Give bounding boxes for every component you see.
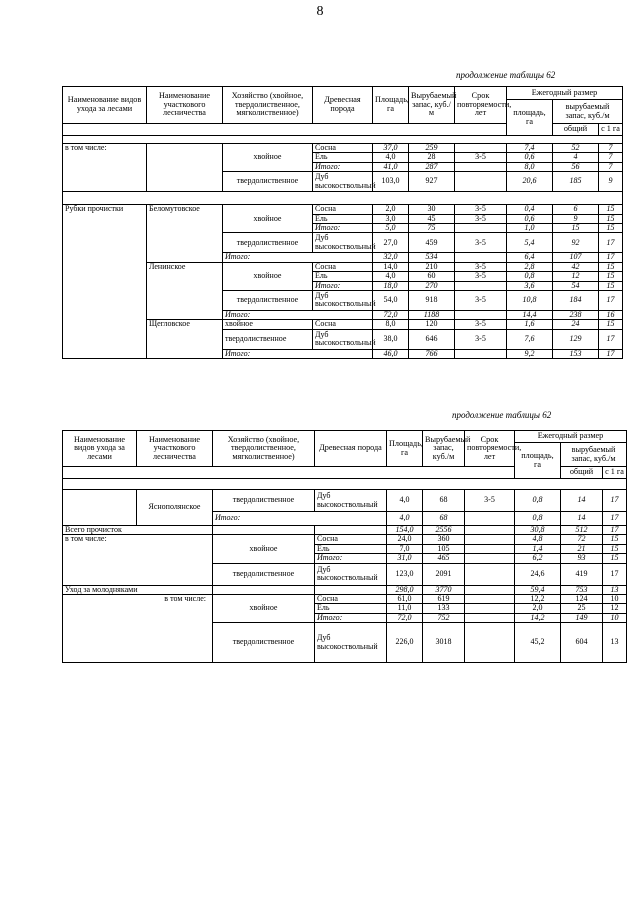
cell: 766 xyxy=(409,349,455,358)
cell: 752 xyxy=(423,613,465,622)
cell: 3-5 xyxy=(455,320,507,329)
cell: 0,8 xyxy=(515,490,561,512)
cell: 259 xyxy=(409,144,455,153)
header-annual: Ежегодный размер xyxy=(515,431,627,443)
cell: 9 xyxy=(599,172,623,192)
cell: 7 xyxy=(599,162,623,171)
cell: 7,0 xyxy=(387,544,423,553)
cell xyxy=(465,604,515,613)
header-forestry: Наименование участкового лесничества xyxy=(137,431,213,467)
cell: 107 xyxy=(553,253,599,262)
cell xyxy=(455,281,507,290)
cell: 7 xyxy=(599,144,623,153)
economy-cell: хвойное xyxy=(223,262,313,290)
cell: 0,4 xyxy=(507,205,553,214)
economy-cell: твердолиственное xyxy=(213,563,315,585)
cell: 1,6 xyxy=(507,320,553,329)
table-caption: продолжение таблицы 62 xyxy=(452,410,552,420)
cell: 8,0 xyxy=(373,320,409,329)
cell: 3-5 xyxy=(455,272,507,281)
cell: 93 xyxy=(561,554,603,563)
cell: 2,0 xyxy=(515,604,561,613)
cell xyxy=(455,349,507,358)
header-area: Площадь, га xyxy=(373,87,409,124)
header-annual-stock: вырубаемый запас, куб./м xyxy=(561,443,627,467)
species-cell: Ель xyxy=(313,214,373,223)
cell: 534 xyxy=(409,253,455,262)
subtotal-label: Итого: xyxy=(213,512,387,526)
cell: 24,6 xyxy=(515,563,561,585)
table-caption: продолжение таблицы 62 xyxy=(456,70,556,80)
cell: 9,2 xyxy=(507,349,553,358)
species-cell: Ель xyxy=(315,604,387,613)
cell: 210 xyxy=(409,262,455,271)
cell: 10 xyxy=(603,594,627,603)
cell: 17 xyxy=(603,512,627,526)
header-area: Площадь, га xyxy=(387,431,423,467)
species-cell: Итого: xyxy=(315,613,387,622)
forestry-cell: Щегловское xyxy=(147,320,223,359)
cell: 38,0 xyxy=(373,329,409,349)
cell: 6,4 xyxy=(507,253,553,262)
cell xyxy=(455,223,507,232)
cell xyxy=(465,554,515,563)
cell xyxy=(465,613,515,622)
species-cell: Ель xyxy=(313,272,373,281)
forestry-cell: Беломутовское xyxy=(147,205,223,263)
cell: 72,0 xyxy=(387,613,423,622)
species-cell: Итого: xyxy=(315,554,387,563)
economy-cell: твердолиственное xyxy=(223,233,313,253)
cell: 120 xyxy=(409,320,455,329)
species-cell: Сосна xyxy=(313,205,373,214)
cell: 753 xyxy=(561,585,603,594)
species-cell: Ель xyxy=(313,153,373,162)
cell: 0,8 xyxy=(507,272,553,281)
row-label: в том числе: xyxy=(63,594,213,662)
cell: 927 xyxy=(409,172,455,192)
cell: 11,0 xyxy=(387,604,423,613)
header-period: Срок повторяемости, лет xyxy=(465,431,515,467)
cell: 17 xyxy=(603,526,627,535)
cell: 24,0 xyxy=(387,535,423,544)
cell: 465 xyxy=(423,554,465,563)
cell xyxy=(465,526,515,535)
cell xyxy=(465,623,515,663)
cell: 459 xyxy=(409,233,455,253)
header-species: Древесная порода xyxy=(313,87,373,124)
header-species: Древесная порода xyxy=(315,431,387,467)
cell: 5,4 xyxy=(507,233,553,253)
species-cell: Дуб высокоствольный xyxy=(315,563,387,585)
cell: 21 xyxy=(561,544,603,553)
cell: 153 xyxy=(553,349,599,358)
cell: 68 xyxy=(423,512,465,526)
cell: 75 xyxy=(409,223,455,232)
cell: 3,0 xyxy=(373,214,409,223)
species-cell: Дуб высокоствольный xyxy=(315,490,387,512)
data-table-2 xyxy=(62,430,627,663)
header-economy: Хозяйство (хвойное, твердолиственное, мягколиственное) xyxy=(223,87,313,124)
cell: 18,0 xyxy=(373,281,409,290)
cell: 4,0 xyxy=(387,490,423,512)
cell: 13 xyxy=(603,585,627,594)
cell: 154,0 xyxy=(387,526,423,535)
cell: 15 xyxy=(599,281,623,290)
species-cell: Дуб высокоствольный xyxy=(313,329,373,349)
cell: 6 xyxy=(553,205,599,214)
cell: 20,6 xyxy=(507,172,553,192)
species-cell: Сосна xyxy=(315,594,387,603)
cell: 184 xyxy=(553,290,599,310)
species-cell: Итого: xyxy=(313,281,373,290)
cell: 72,0 xyxy=(373,310,409,319)
cell: 419 xyxy=(561,563,603,585)
cell: 30,8 xyxy=(515,526,561,535)
table-row xyxy=(63,144,623,153)
header-period: Срок повторяемости, лет xyxy=(455,87,507,124)
header-stock: Вырубаемый запас, куб./м xyxy=(423,431,465,467)
cell: 15 xyxy=(599,205,623,214)
cell: 15 xyxy=(603,554,627,563)
cell xyxy=(455,253,507,262)
species-cell: Сосна xyxy=(315,535,387,544)
cell: 54,0 xyxy=(373,290,409,310)
cell: 512 xyxy=(561,526,603,535)
row-label: Всего прочисток xyxy=(63,526,213,535)
data-table-1 xyxy=(62,86,623,359)
cell: 8,0 xyxy=(507,162,553,171)
table-row xyxy=(63,262,623,271)
cell: 15 xyxy=(599,223,623,232)
cell xyxy=(455,172,507,192)
cell: 1,0 xyxy=(507,223,553,232)
cell: 30 xyxy=(409,205,455,214)
cell: 15 xyxy=(603,535,627,544)
species-cell: Итого: xyxy=(313,223,373,232)
cell: 46,0 xyxy=(373,349,409,358)
header-annual: Ежегодный размер xyxy=(507,87,623,100)
cell: 17 xyxy=(603,563,627,585)
cell: 10,8 xyxy=(507,290,553,310)
header-per-ha: с 1 га xyxy=(603,467,627,479)
cell: 17 xyxy=(603,490,627,512)
cell xyxy=(455,162,507,171)
forestry-cell: Яснополянское xyxy=(137,490,213,526)
row-label: в том числе: xyxy=(63,144,147,192)
cell: 4,8 xyxy=(515,535,561,544)
cell: 56 xyxy=(553,162,599,171)
cell: 14,2 xyxy=(515,613,561,622)
cell: 185 xyxy=(553,172,599,192)
cell: 92 xyxy=(553,233,599,253)
cell: 3,6 xyxy=(507,281,553,290)
cell: 15 xyxy=(599,272,623,281)
species-cell: Дуб высокоствольный xyxy=(313,290,373,310)
cell: 7 xyxy=(599,153,623,162)
row-label: Уход за молодняками xyxy=(63,585,213,594)
cell: 72 xyxy=(561,535,603,544)
cell: 4,0 xyxy=(387,512,423,526)
cell: 270 xyxy=(409,281,455,290)
cell: 6,2 xyxy=(515,554,561,563)
cell: 17 xyxy=(599,290,623,310)
cell: 45,2 xyxy=(515,623,561,663)
cell: 124 xyxy=(561,594,603,603)
cell: 28 xyxy=(409,153,455,162)
cell: 24 xyxy=(553,320,599,329)
economy-cell: хвойное xyxy=(213,535,315,563)
species-cell: Дуб высокоствольный xyxy=(315,623,387,663)
cell: 15 xyxy=(599,320,623,329)
cell xyxy=(465,594,515,603)
cell: 918 xyxy=(409,290,455,310)
cell: 3-5 xyxy=(455,262,507,271)
species-cell: Сосна xyxy=(313,320,373,329)
cell: 42 xyxy=(553,262,599,271)
cell: 1,4 xyxy=(515,544,561,553)
cell: 61,0 xyxy=(387,594,423,603)
header-total: общий xyxy=(561,467,603,479)
cell: 3-5 xyxy=(465,490,515,512)
cell: 2556 xyxy=(423,526,465,535)
cell xyxy=(465,535,515,544)
page-number: 8 xyxy=(316,4,324,19)
table-row xyxy=(63,490,627,512)
species-cell: Сосна xyxy=(313,144,373,153)
economy-cell: твердолиственное xyxy=(223,329,313,349)
cell: 60 xyxy=(409,272,455,281)
row-label: в том числе: xyxy=(63,535,213,585)
table-row xyxy=(63,320,623,329)
cell: 14,0 xyxy=(373,262,409,271)
economy-cell: хвойное xyxy=(223,144,313,172)
cell: 17 xyxy=(599,253,623,262)
subtotal-label: Итого: xyxy=(223,310,373,319)
cell: 3018 xyxy=(423,623,465,663)
cell: 4,0 xyxy=(373,272,409,281)
cell: 133 xyxy=(423,604,465,613)
species-cell: Дуб высокоствольный xyxy=(313,172,373,192)
table-row xyxy=(63,535,627,544)
forestry-cell: Ленинское xyxy=(147,262,223,320)
cell: 16 xyxy=(599,310,623,319)
economy-cell: хвойное xyxy=(223,320,313,329)
cell: 3-5 xyxy=(455,153,507,162)
cell: 604 xyxy=(561,623,603,663)
subtotal-label: Итого: xyxy=(223,253,373,262)
header-annual-stock: вырубаемый запас, куб./м xyxy=(553,100,623,124)
cell: 25 xyxy=(561,604,603,613)
economy-cell: твердолиственное xyxy=(213,623,315,663)
cell: 123,0 xyxy=(387,563,423,585)
cell: 619 xyxy=(423,594,465,603)
cell: 2091 xyxy=(423,563,465,585)
cell: 14 xyxy=(561,490,603,512)
cell: 14 xyxy=(561,512,603,526)
cell: 68 xyxy=(423,490,465,512)
cell: 5,0 xyxy=(373,223,409,232)
table-row xyxy=(63,205,623,214)
header-total: общий xyxy=(553,124,599,136)
cell: 0,8 xyxy=(515,512,561,526)
economy-cell: хвойное xyxy=(223,205,313,233)
cell: 13 xyxy=(603,623,627,663)
cell: 646 xyxy=(409,329,455,349)
cell: 226,0 xyxy=(387,623,423,663)
cell xyxy=(465,585,515,594)
cell: 17 xyxy=(599,233,623,253)
header-annual-area: площадь, га xyxy=(507,100,553,136)
cell: 298,0 xyxy=(387,585,423,594)
economy-cell: твердолиственное xyxy=(213,490,315,512)
economy-cell: твердолиственное xyxy=(223,290,313,310)
cell: 103,0 xyxy=(373,172,409,192)
cell: 10 xyxy=(603,613,627,622)
species-cell: Дуб высокоствольный xyxy=(313,233,373,253)
cell: 15 xyxy=(603,544,627,553)
row-label: Рубки прочистки xyxy=(63,205,147,359)
cell xyxy=(465,563,515,585)
cell: 15 xyxy=(553,223,599,232)
cell: 3-5 xyxy=(455,290,507,310)
cell: 52 xyxy=(553,144,599,153)
cell: 0,6 xyxy=(507,214,553,223)
species-cell: Сосна xyxy=(313,262,373,271)
cell: 12 xyxy=(603,604,627,613)
cell: 360 xyxy=(423,535,465,544)
cell: 238 xyxy=(553,310,599,319)
cell: 15 xyxy=(599,214,623,223)
header-stock: Вырубаемый запас, куб./м xyxy=(409,87,455,124)
economy-cell: хвойное xyxy=(213,594,315,622)
cell: 0,6 xyxy=(507,153,553,162)
cell xyxy=(465,544,515,553)
cell: 41,0 xyxy=(373,162,409,171)
cell: 4,0 xyxy=(373,153,409,162)
cell: 3-5 xyxy=(455,214,507,223)
cell: 3770 xyxy=(423,585,465,594)
cell: 45 xyxy=(409,214,455,223)
cell: 7,6 xyxy=(507,329,553,349)
header-economy: Хозяйство (хвойное, твердолиственное, мягколиственное) xyxy=(213,431,315,467)
cell: 2,0 xyxy=(373,205,409,214)
economy-cell: твердолиственное xyxy=(223,172,313,192)
header-type: Наименование видов ухода за лесами xyxy=(63,431,137,467)
cell: 17 xyxy=(599,349,623,358)
header-annual-area: площадь, га xyxy=(515,443,561,479)
cell: 27,0 xyxy=(373,233,409,253)
subtotal-label: Итого: xyxy=(223,349,373,358)
cell: 2,8 xyxy=(507,262,553,271)
cell: 7,4 xyxy=(507,144,553,153)
cell: 1188 xyxy=(409,310,455,319)
cell: 3-5 xyxy=(455,329,507,349)
cell xyxy=(465,512,515,526)
cell: 14,4 xyxy=(507,310,553,319)
cell: 105 xyxy=(423,544,465,553)
cell: 4 xyxy=(553,153,599,162)
header-per-ha: с 1 га xyxy=(599,124,623,136)
cell: 31,0 xyxy=(387,554,423,563)
cell: 3-5 xyxy=(455,205,507,214)
cell: 129 xyxy=(553,329,599,349)
cell: 37,0 xyxy=(373,144,409,153)
cell: 9 xyxy=(553,214,599,223)
cell: 287 xyxy=(409,162,455,171)
cell: 12 xyxy=(553,272,599,281)
cell: 3-5 xyxy=(455,233,507,253)
header-forestry: Наименование участкового лесничества xyxy=(147,87,223,124)
cell: 54 xyxy=(553,281,599,290)
header-type: Наименование видов ухода за лесами xyxy=(63,87,147,124)
species-cell: Ель xyxy=(315,544,387,553)
species-cell: Итого: xyxy=(313,162,373,171)
cell: 149 xyxy=(561,613,603,622)
cell: 59,4 xyxy=(515,585,561,594)
cell: 12,2 xyxy=(515,594,561,603)
cell: 15 xyxy=(599,262,623,271)
cell: 17 xyxy=(599,329,623,349)
cell: 32,0 xyxy=(373,253,409,262)
